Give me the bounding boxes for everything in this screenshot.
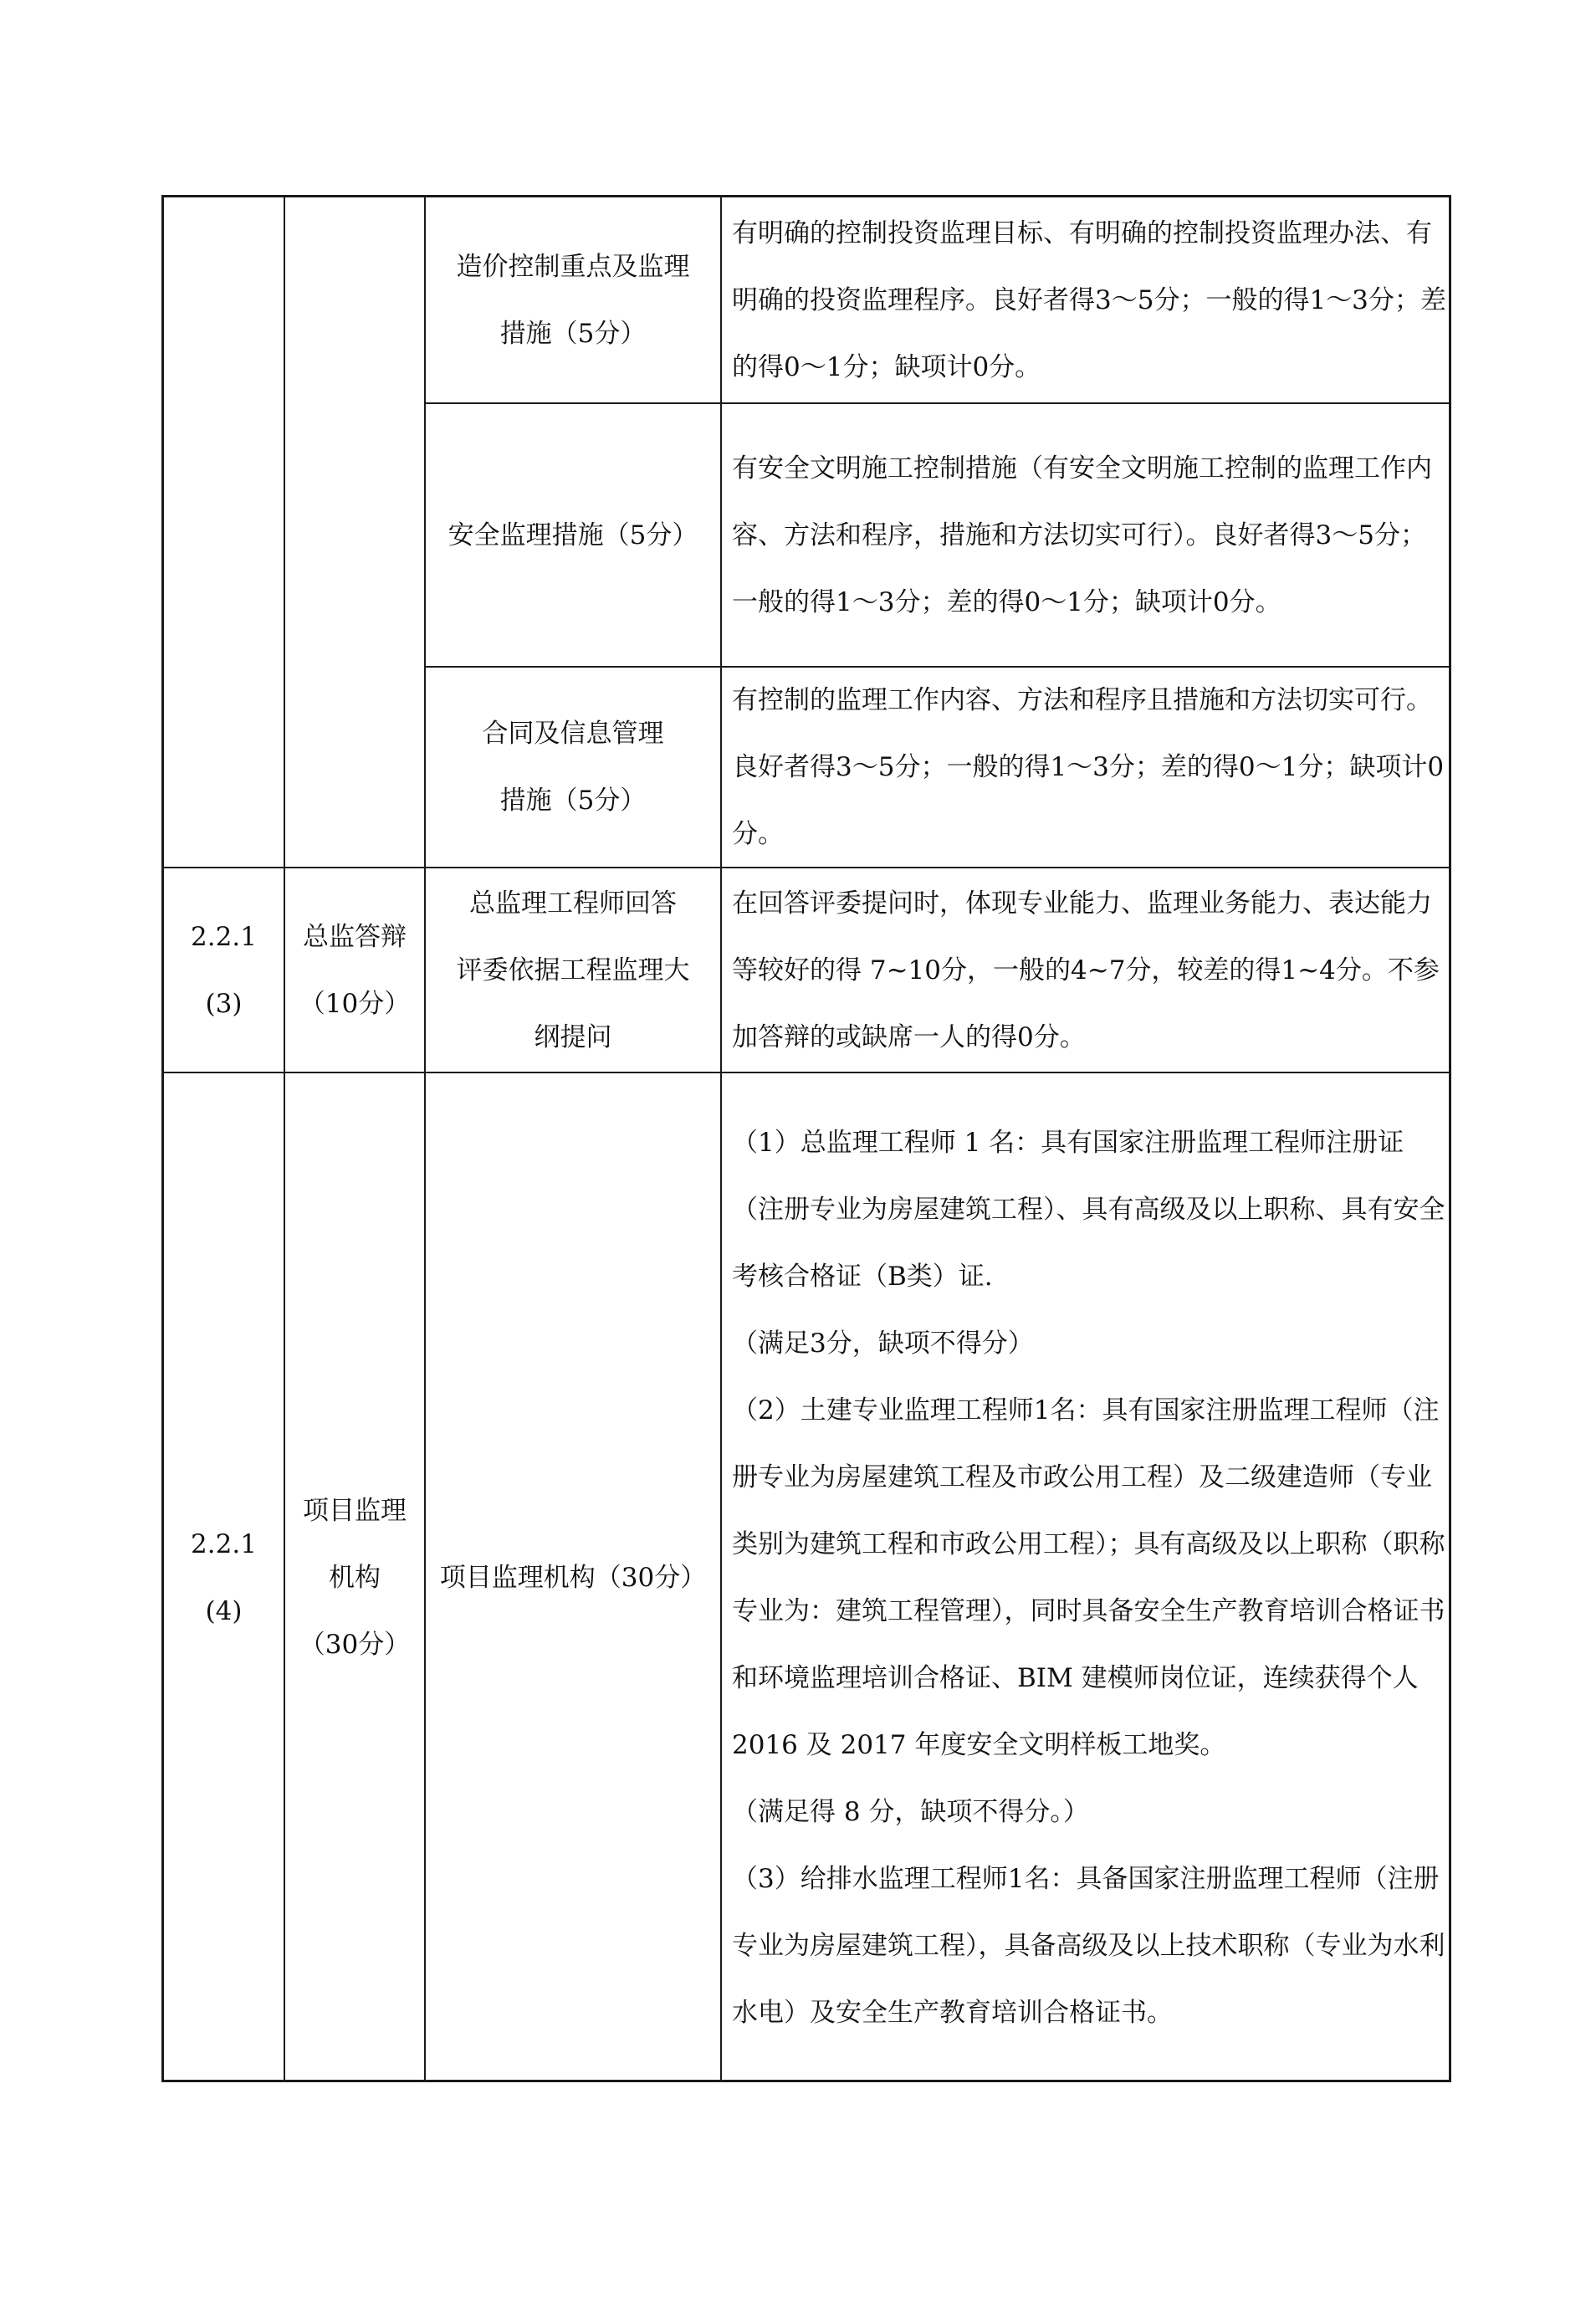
row-org-criteria-para-1: （1）总监理工程师 1 名：具有国家注册监理工程师注册证（注册专业为房屋建筑工程）、具有高级及以上职称、具有安全考核合格证（B类）证.	[732, 1128, 1445, 1292]
row-defense-no-line-1: 2.2.1	[191, 921, 257, 952]
row-contract-sub-line-1: 合同及信息管理	[482, 719, 664, 749]
row-org-item-line-2: 机构	[329, 1563, 381, 1593]
row-safety-sub	[426, 404, 720, 666]
row-org-criteria-para-2: （满足3分，缺项不得分）	[732, 1328, 1034, 1359]
row-org-sub	[426, 1073, 720, 2082]
row-org-criteria-para-3: （2）土建专业监理工程师1名：具有国家注册监理工程师（注册专业为房屋建筑工程及市政公用工程）及二级建造师（专业类别为建筑工程和市政公用工程）；具有高级及以上职称（职称专业为：建筑工程管理），同时具备安全生产教育培训合格证书和环境监理培训合格证、BIM 建模师岗位证，连续获得个人 2016 及 2017 年度安全文明样板工地奖。	[732, 1395, 1445, 1760]
row-contract-sub-line-2: 措施（5分）	[499, 786, 647, 816]
row-defense-criteria	[722, 868, 1451, 1072]
row-org-sub-line-1: 项目监理机构（30分）	[439, 1563, 707, 1593]
row-cost-sub-line-2: 措施（5分）	[499, 318, 647, 349]
row-contract-criteria-text: 有控制的监理工作内容、方法和程序且措施和方法切实可行。良好者得3～5分；一般的得1～3分；差的得0～1分；缺项计0分。	[732, 685, 1445, 849]
row-defense-item-line-2: （10分）	[299, 988, 411, 1019]
row-defense-no	[164, 868, 284, 1072]
row-defense-no-line-2: (3)	[205, 988, 243, 1019]
row-defense-item	[285, 868, 424, 1072]
row-org-criteria-para-4: （满足得 8 分，缺项不得分。）	[732, 1797, 1089, 1827]
row-org-criteria	[722, 1073, 1451, 2082]
row-defense-sub-line-3: 纲提问	[534, 1021, 612, 1052]
row-safety-sub-line-1: 安全监理措施（5分）	[448, 520, 698, 550]
row-cost-criteria-text: 有明确的控制投资监理目标、有明确的控制投资监理办法、有明确的投资监理程序。良好者得3～5分；一般的得1～3分；差的得0～1分；缺项计0分。	[732, 218, 1446, 382]
row-defense-criteria-text: 在回答评委提问时，体现专业能力、监理业务能力、表达能力等较好的得 7~10分，一般的4~7分，较差的得1~4分。不参加答辩的或缺席一人的得0分。	[732, 888, 1440, 1052]
row-defense-sub-line-2: 评委依据工程监理大	[456, 955, 690, 985]
row-contract-sub	[426, 668, 720, 867]
row-cost-sub-line-1: 造价控制重点及监理	[456, 251, 690, 282]
row-org-criteria-para-5: （3）给排水监理工程师1名：具备国家注册监理工程师（注册专业为房屋建筑工程），具备高级及以上技术职称（专业为水利水电）及安全生产教育培训合格证书。	[732, 1864, 1445, 2028]
row-org-item-line-3: （30分）	[299, 1630, 411, 1660]
row-org-no-line-2: (4)	[205, 1596, 243, 1626]
row-safety-criteria	[722, 404, 1451, 666]
row-safety-criteria-text: 有安全文明施工控制措施（有安全文明施工控制的监理工作内容、方法和程序，措施和方法切实可行）。良好者得3～5分；一般的得1～3分；差的得0～1分；缺项计0分。	[732, 453, 1432, 617]
row-org-item-line-1: 项目监理	[303, 1496, 407, 1526]
row-cost-sub	[426, 197, 720, 402]
row-defense-sub	[426, 868, 720, 1072]
row-org-no-line-1: 2.2.1	[191, 1529, 257, 1559]
row-cost-criteria	[722, 197, 1451, 402]
row-org-item	[285, 1073, 424, 2082]
row-defense-item-line-1: 总监答辩	[303, 921, 407, 952]
row-contract-criteria	[722, 668, 1451, 867]
scoring-table	[161, 195, 1451, 2082]
row-defense-sub-line-1: 总监理工程师回答	[469, 888, 677, 919]
row-org-no	[164, 1073, 284, 2082]
